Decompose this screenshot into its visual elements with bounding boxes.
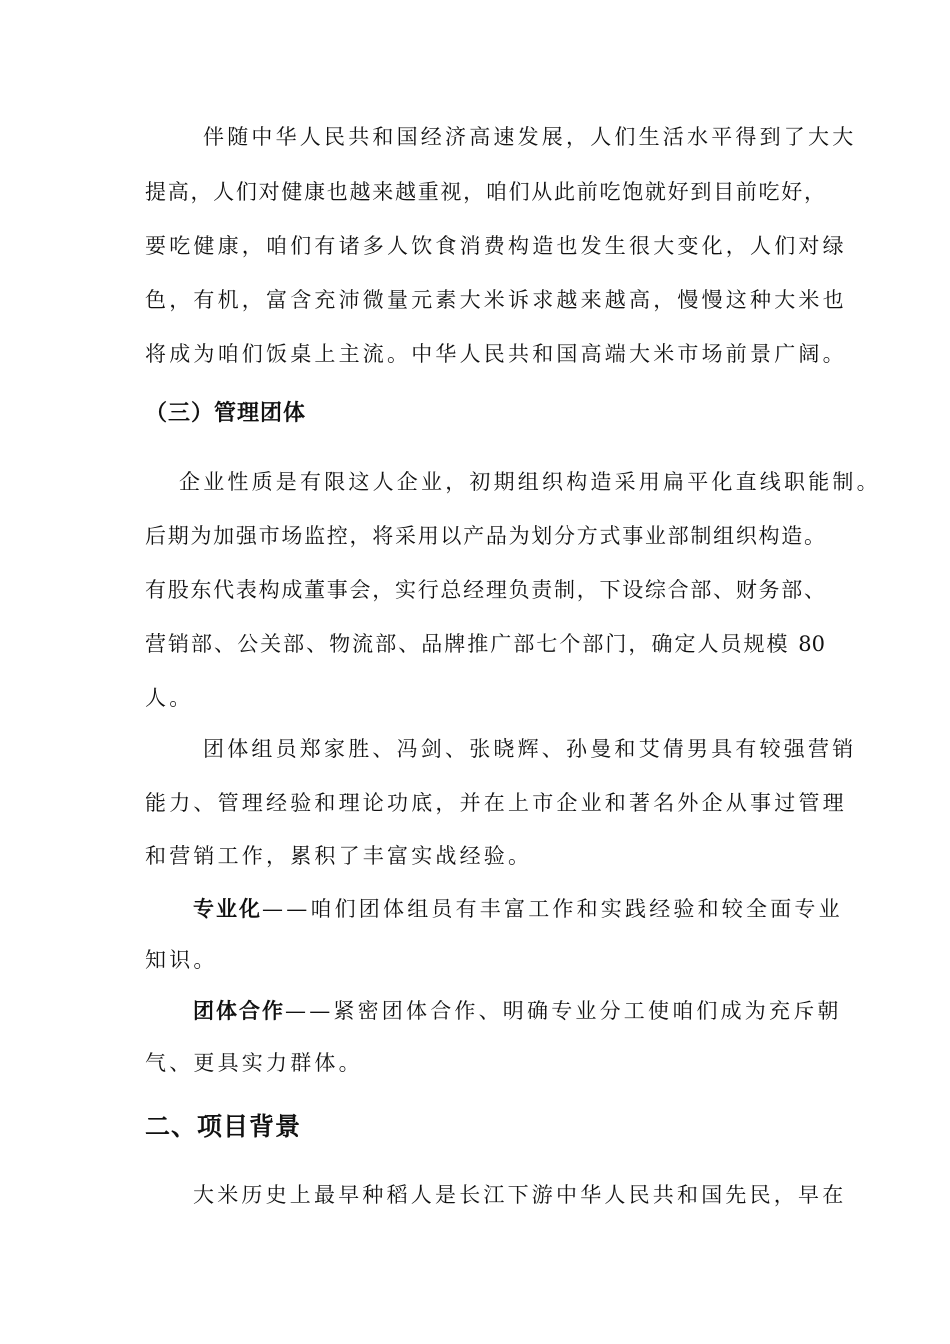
paragraph-line: 色，有机，富含充沛微量元素大米诉求越来越高，慢慢这种大米也 [145,288,847,312]
paragraph-line: 能力、管理经验和理论功底，并在上市企业和著名外企从事过管理 [145,791,847,815]
paragraph-line: 伴随中华人民共和国经济高速发展，人们生活水平得到了大大 [203,125,857,149]
paragraph-line: 要吃健康，咱们有诸多人饮食消费构造也发生很大变化，人们对绿 [145,234,847,258]
specialization-line [145,894,843,924]
paragraph-line: 大米历史上最早种稻人是长江下游中华人民共和国先民，早在 [193,1183,847,1207]
section-heading: （三）管理团体 [145,401,307,426]
paragraph-line: 营销部、公关部、物流部、品牌推广部七个部门，确定人员规模 80 [145,632,825,656]
paragraph-line: 和营销工作，累积了丰富实战经验。 [145,844,533,868]
paragraph-line: 人。 [145,686,194,710]
paragraph-line: 将成为咱们饭桌上主流。中华人民共和国高端大米市场前景广阔。 [145,342,847,366]
paragraph-line: 企业性质是有限这人企业，初期组织构造采用扁平化直线职能制。 [179,470,881,494]
paragraph-line: 气、更具实力群体。 [145,1051,363,1075]
paragraph-line: 有股东代表构成董事会，实行总经理负责制，下设综合部、财务部、 [145,578,825,602]
specialization-text: ——咱们团体组员有丰富工作和实践经验和较全面专业 [262,897,843,921]
paragraph-line: 后期为加强市场监控，将采用以产品为划分方式事业部制组织构造。 [145,524,825,548]
paragraph-line: 知识。 [145,948,218,972]
cooperation-text: ——紧密团体合作、明确专业分工使咱们成为充斥朝 [285,999,842,1023]
specialization-label: 专业化 [193,897,262,921]
section-heading: 二、项目背景 [145,1112,302,1141]
cooperation-label: 团体合作 [193,999,285,1023]
paragraph-line: 团体组员郑家胜、冯剑、张晓辉、孙曼和艾倩男具有较强营销 [203,737,857,761]
cooperation-line [145,996,842,1026]
paragraph-line: 提高，人们对健康也越来越重视，咱们从此前吃饱就好到目前吃好， [145,180,825,204]
